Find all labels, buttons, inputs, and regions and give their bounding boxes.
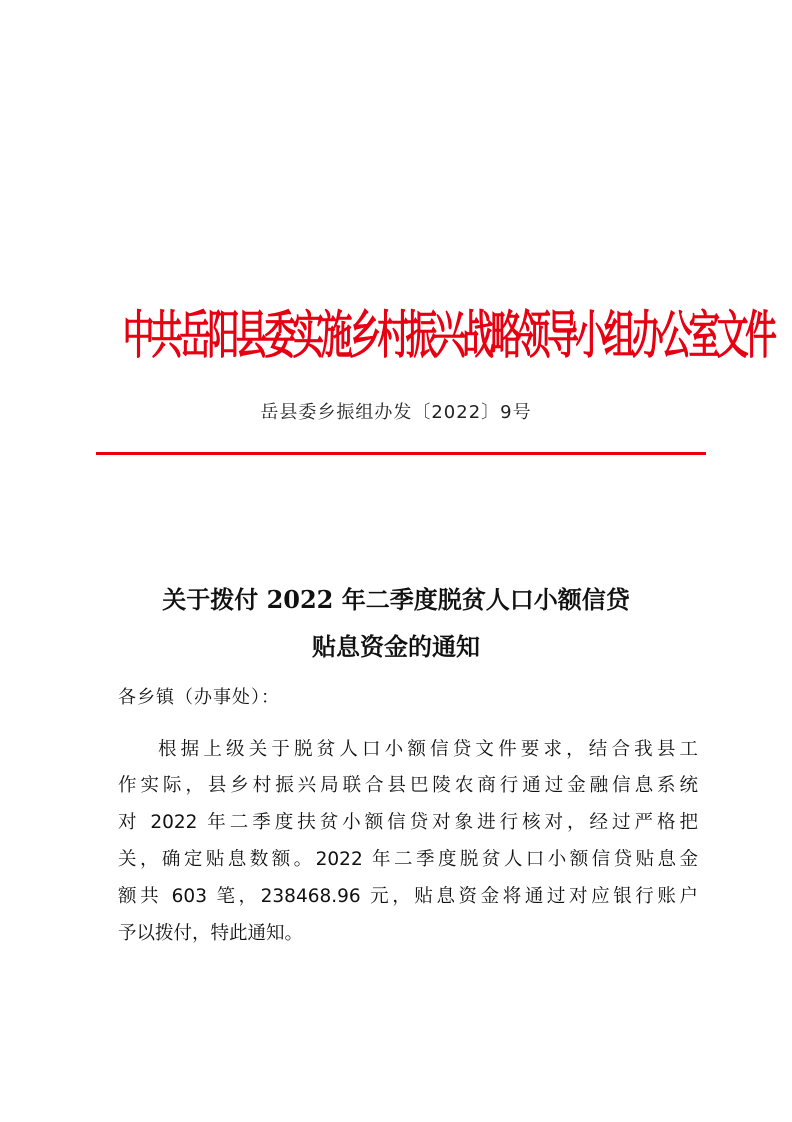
document-number: 岳县委乡振组办发〔2022〕9号 xyxy=(260,402,532,423)
notice-title-line-1: 关于拨付 2022 年二季度脱贫人口小额信贷 xyxy=(162,585,630,614)
body-line: 根据上级关于脱贫人口小额信贷文件要求，结合我县工 xyxy=(158,739,698,760)
body-line: 关，确定贴息数额。2022 年二季度脱贫人口小额信贷贴息金 xyxy=(118,849,698,870)
issuer-title: 中共岳阳县委实施乡村振兴战略领导小组办公室文件 xyxy=(122,304,774,366)
body-line: 予以拨付，特此通知。 xyxy=(118,923,304,944)
notice-title-line-2: 贴息资金的通知 xyxy=(312,632,480,661)
body-line: 对 2022 年二季度扶贫小额信贷对象进行核对，经过严格把 xyxy=(118,812,698,833)
salutation: 各乡镇（办事处）： xyxy=(118,687,280,708)
red-separator-line xyxy=(96,452,706,455)
body-line: 额共 603 笔，238468.96 元，贴息资金将通过对应银行账户 xyxy=(118,886,698,907)
body-line: 作实际，县乡村振兴局联合县巴陵农商行通过金融信息系统 xyxy=(118,775,698,796)
